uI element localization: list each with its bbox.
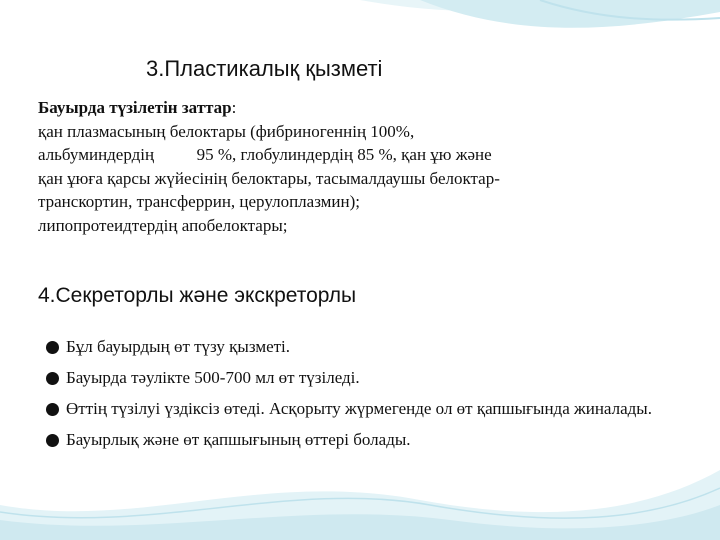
bullet-icon bbox=[46, 434, 59, 447]
substances-paragraph bbox=[38, 96, 710, 237]
list-item-text: Бұл бауырдың өт түзу қызметі. bbox=[66, 337, 291, 356]
list-item bbox=[44, 396, 684, 421]
bullet-list bbox=[44, 334, 684, 458]
list-item bbox=[44, 365, 684, 390]
list-item bbox=[44, 427, 684, 452]
list-item-text: Бауырлық және өт қапшығының өттері болады. bbox=[66, 430, 411, 449]
list-item-text: Өттің түзілуі үздіксіз өтеді. Асқорыту жүрмегенде ол өт қапшығында жиналады. bbox=[66, 399, 652, 418]
paragraph-line: альбуминдердің 95 %, глобулиндердің 85 %, қан ұю және bbox=[38, 145, 492, 164]
section-4-title: 4.Секреторлы және экскреторлы bbox=[38, 284, 357, 307]
paragraph-line: липопротеидтердің апобелоктары; bbox=[38, 215, 288, 235]
paragraph-line: қан ұюға қарсы жүйесінің белоктары, тасымалдаушы белоктар- bbox=[38, 168, 500, 188]
paragraph-line: транскортин, трансферрин, церулоплазмин); bbox=[38, 192, 361, 211]
paragraph-heading-line bbox=[38, 96, 710, 120]
paragraph-heading: Бауырда түзілетін заттар bbox=[38, 98, 232, 117]
bullet-icon bbox=[46, 403, 59, 416]
list-item-text: Бауырда тәулікте 500-700 мл өт түзіледі. bbox=[66, 368, 360, 387]
paragraph-heading-colon: : bbox=[231, 98, 237, 117]
section-3-title: 3.Пластикалық қызметі bbox=[146, 56, 383, 81]
list-item bbox=[44, 334, 684, 359]
paragraph-line: қан плазмасының белоктары (фибриногеннің 100%, bbox=[38, 121, 415, 141]
bullet-icon bbox=[46, 341, 59, 354]
bullet-icon bbox=[46, 372, 59, 385]
